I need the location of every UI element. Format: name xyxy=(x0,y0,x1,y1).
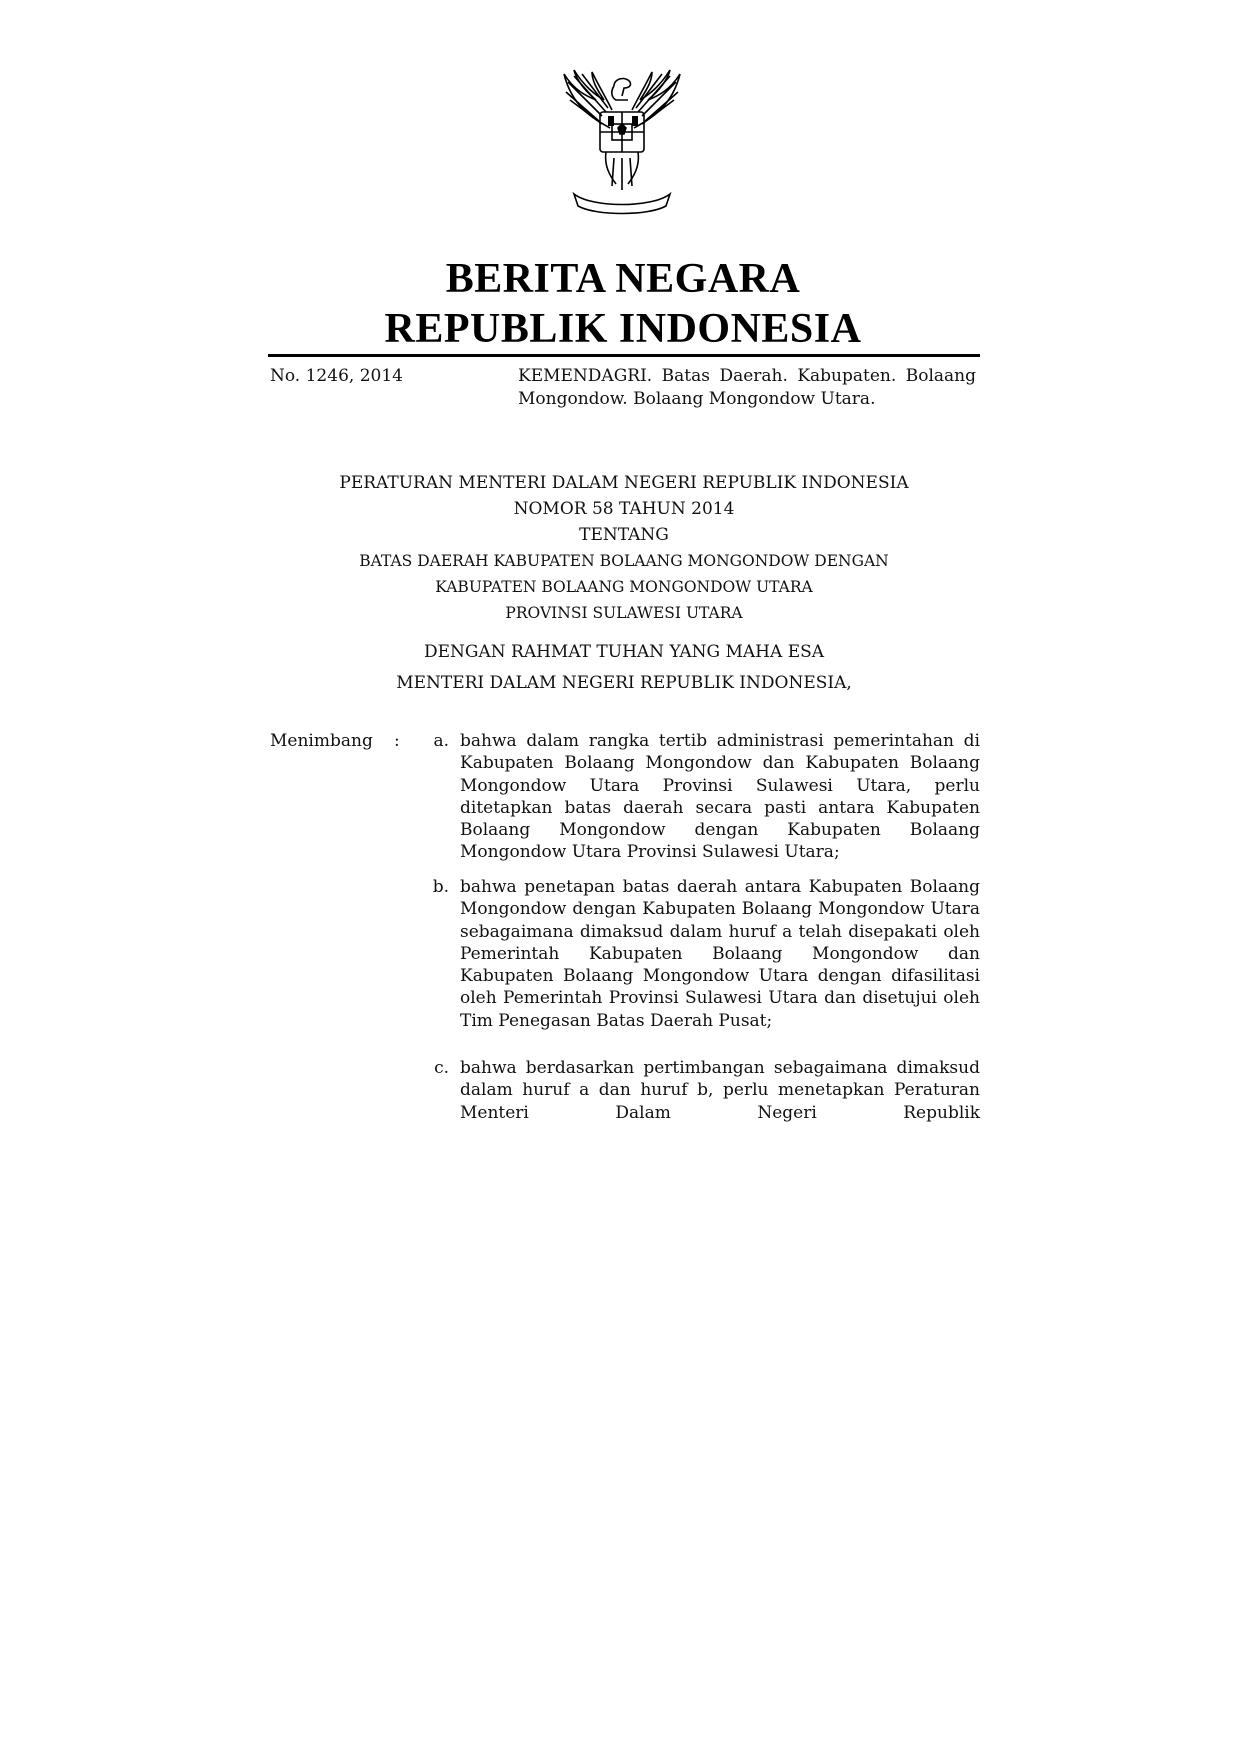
garuda-emblem xyxy=(552,66,692,220)
regulation-about: TENTANG xyxy=(579,525,669,545)
publication-subject: KEMENDAGRI. Batas Daerah. Kabupaten. Bolaang Mongondow. Bolaang Mongondow Utara. xyxy=(518,366,976,409)
item-text: bahwa penetapan batas daerah antara Kabupaten Bolaang Mongondow dengan Kabupaten Bolaang Mongondow Utara sebagaimana dimaksud dalam huruf a telah disepakati oleh Pemerintah Kabupaten Bolaang Mongondow dan Kabupaten Bolaang Mongondow Utara dengan difasilitasi oleh Pemerintah Provinsi Sulawesi Utara dan disetujui oleh Tim Penegasan Batas Daerah Pusat; xyxy=(460,877,980,1031)
masthead-subtitle: REPUBLIK INDONESIA xyxy=(384,306,862,352)
considering-label: Menimbang xyxy=(270,731,373,751)
item-letter: c. xyxy=(434,1058,449,1078)
minister-line: MENTERI DALAM NEGERI REPUBLIK INDONESIA, xyxy=(396,673,852,693)
masthead-divider xyxy=(268,354,980,357)
invocation-line: DENGAN RAHMAT TUHAN YANG MAHA ESA xyxy=(423,642,825,662)
item-text: bahwa dalam rangka tertib administrasi pemerintahan di Kabupaten Bolaang Mongondow dan Kabupaten Bolaang Mongondow Utara Provinsi Sulawesi Utara, perlu ditetapkan batas daerah secara pasti antara Kabupaten Bolaang Mongondow dengan Kabupaten Bolaang Mongondow Utara Provinsi Sulawesi Utara; xyxy=(460,731,980,863)
item-letter: a. xyxy=(433,731,449,751)
regulation-subject-line: BATAS DAERAH KABUPATEN BOLAANG MONGONDOW DENGAN xyxy=(359,552,889,570)
masthead-title: BERITA NEGARA xyxy=(445,256,801,302)
regulation-subject-line: KABUPATEN BOLAANG MONGONDOW UTARA xyxy=(435,578,813,596)
regulation-number: NOMOR 58 TAHUN 2014 xyxy=(513,499,735,519)
regulation-title: PERATURAN MENTERI DALAM NEGERI REPUBLIK INDONESIA xyxy=(339,473,909,493)
considering-colon: : xyxy=(394,731,400,751)
publication-number: No. 1246, 2014 xyxy=(270,366,403,386)
item-text: bahwa berdasarkan pertimbangan sebagaimana dimaksud dalam huruf a dan huruf b, perlu menetapkan Peraturan Menteri Dalam Negeri Republik xyxy=(460,1058,980,1123)
item-letter: b. xyxy=(432,877,449,897)
regulation-subject-line: PROVINSI SULAWESI UTARA xyxy=(505,604,743,622)
